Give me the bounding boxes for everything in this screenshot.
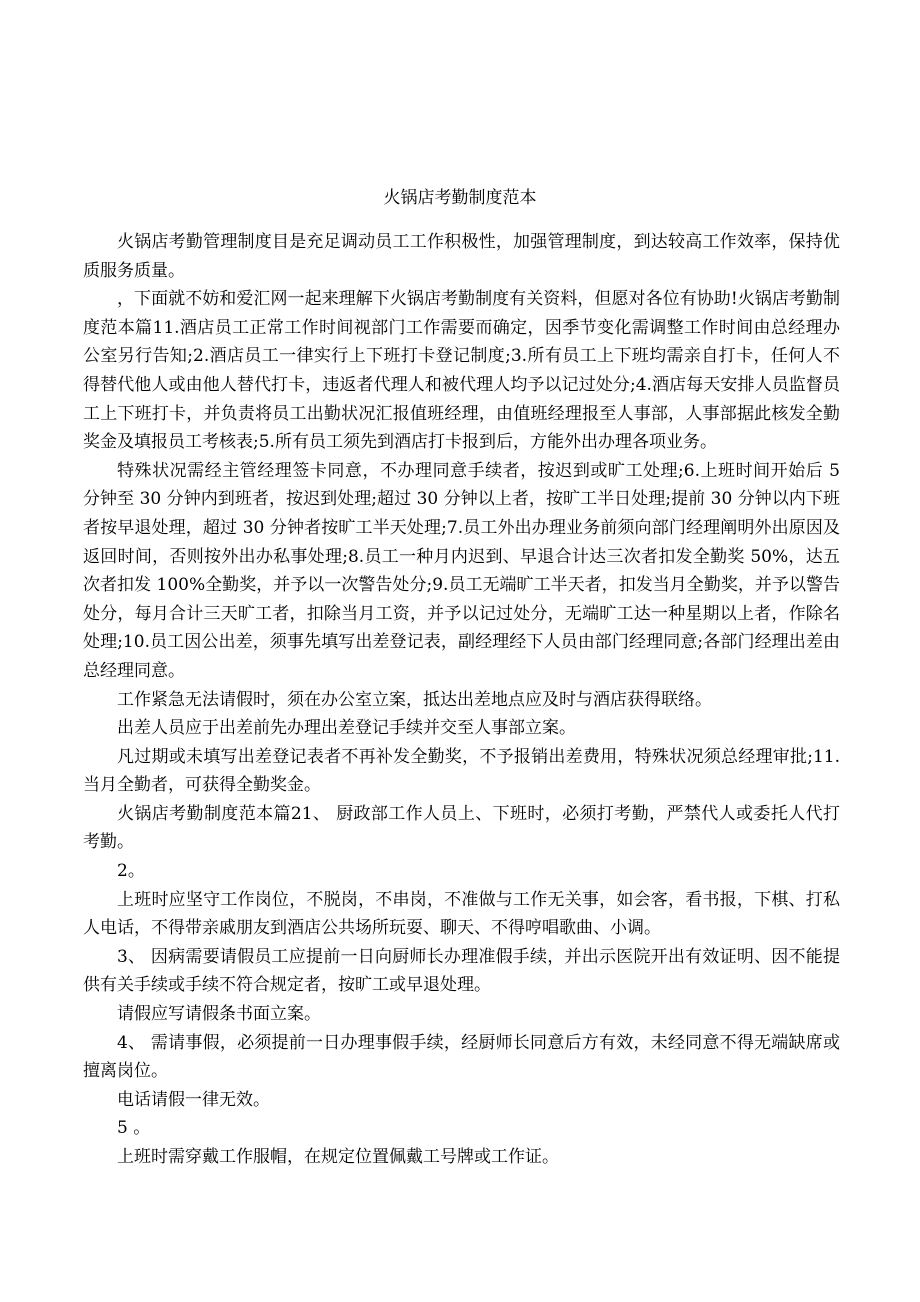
paragraph-3: 特殊状况需经主管经理签卡同意，不办理同意手续者，按迟到或旷工处理;6.上班时间开始后 5 分钟至 30 分钟内到班者，按迟到处理;超过 30 分钟以上者，按旷工半日处理;提前 30 分钟以内下班者按早退处理，超过 30 分钟者按旷工半天处理;7.员工外出办理业务前须向部门经理阐明外出原因及返回时间，否则按外出办私事处理;8.员工一种月内迟到、早退合计达三次者扣发全勤奖 50%，达五次者扣发 100%全勤奖，并予以一次警告处分;9.员工无端旷工半天者，扣发当月全勤奖，并予以警告处分，每月合计三天旷工者，扣除当月工资，并予以记过处分，无端旷工达一种星期以上者，作除名处理;10.员工因公出差，须事先填写出差登记表，副经理经下人员由部门经理同意;各部门经理出差由总经理同意。 bbox=[83, 460, 840, 681]
paragraph-14: 5 。 bbox=[117, 1118, 151, 1139]
paragraph-2: ，下面就不妨和爱汇网一起来理解下火锅店考勤制度有关资料，但愿对各位有协助!火锅店考勤制度范本篇11.酒店员工正常工作时间视部门工作需要而确定，因季节变化需调整工作时间由总经理办公室另行告知;2.酒店员工一律实行上下班打卡登记制度;3.所有员工上下班均需亲自打卡，任何人不得替代他人或由他人替代打卡，违返者代理人和被代理人均予以记过处分;4.酒店每天安排人员监督员工上下班打卡，并负责将员工出勤状况汇报值班经理，由值班经理报至人事部，人事部据此核发全勤奖金及填报员工考核表;5.所有员工须先到酒店打卡报到后，方能外出办理各项业务。 bbox=[83, 289, 840, 453]
paragraph-7: 火锅店考勤制度范本篇21、 厨政部工作人员上、下班时，必须打考勤，严禁代人或委托人代打考勤。 bbox=[83, 803, 840, 853]
paragraph-6: 凡过期或未填写出差登记表者不再补发全勤奖，不予报销出差费用，特殊状况须总经理审批;11.当月全勤者，可获得全勤奖金。 bbox=[83, 746, 840, 796]
paragraph-11: 请假应写请假条书面立案。 bbox=[117, 1004, 321, 1025]
document-body bbox=[83, 228, 840, 1172]
paragraph-9: 上班时应坚守工作岗位，不脱岗，不串岗，不准做与工作无关事，如会客，看书报，下棋、打私人电话，不得带亲戚朋友到酒店公共场所玩耍、聊天、不得哼唱歌曲、小调。 bbox=[83, 889, 840, 939]
paragraph-12: 4、 需请事假，必须提前一日办理事假手续，经厨师长同意后方有效，未经同意不得无端缺席或擅离岗位。 bbox=[83, 1032, 840, 1082]
paragraph-13: 电话请假一律无效。 bbox=[117, 1089, 270, 1110]
document-title: 火锅店考勤制度范本 bbox=[383, 188, 537, 208]
paragraph-8: 2。 bbox=[117, 861, 145, 882]
paragraph-5: 出差人员应于出差前先办理出差登记手续并交至人事部立案。 bbox=[117, 718, 576, 739]
paragraph-1: 火锅店考勤管理制度目是充足调动员工工作积极性，加强管理制度，到达较高工作效率，保持优质服务质量。 bbox=[83, 232, 840, 281]
paragraph-15: 上班时需穿戴工作服帽，在规定位置佩戴工号牌或工作证。 bbox=[117, 1147, 559, 1167]
paragraph-10: 3、 因病需要请假员工应提前一日向厨师长办理准假手续，并出示医院开出有效证明、因不能提供有关手续或手续不符合规定者，按旷工或早退处理。 bbox=[83, 946, 840, 996]
paragraph-4: 工作紧急无法请假时，须在办公室立案，抵达出差地点应及时与酒店获得联络。 bbox=[117, 689, 712, 710]
